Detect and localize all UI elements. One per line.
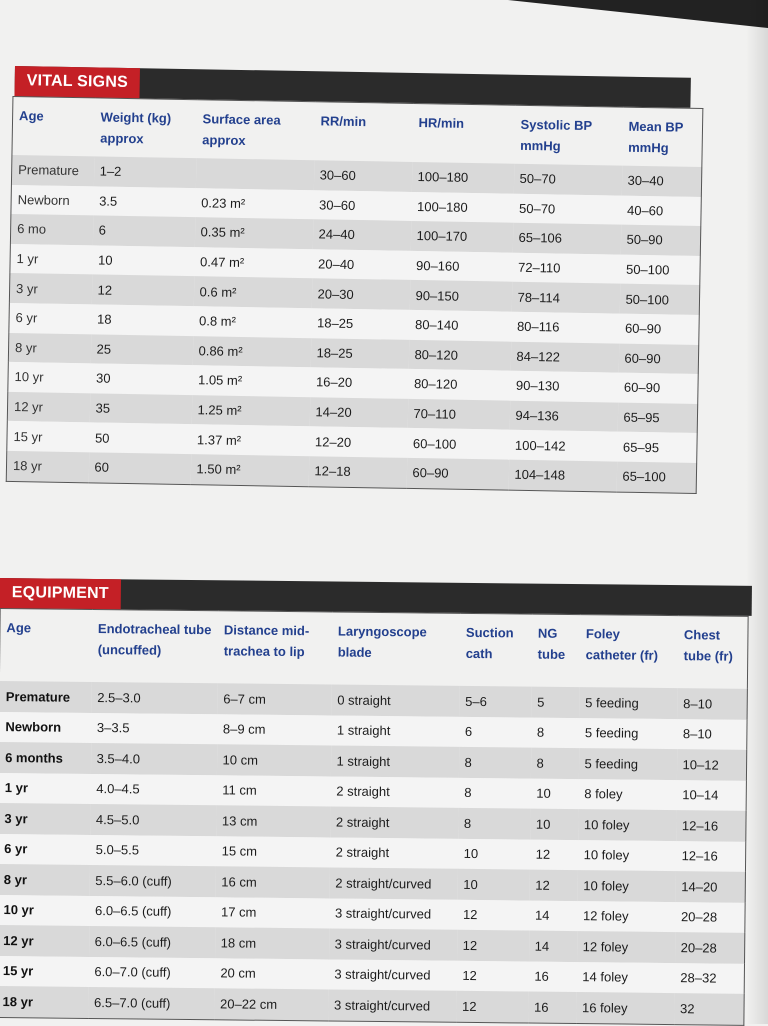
equipment-cell-suction-cath: 8 [464, 785, 472, 801]
vital-cell-weight-kg-approx: 25 [96, 341, 112, 357]
vital-cell-age: Newborn [17, 191, 70, 208]
equipment-cell-ng-tube: 14 [534, 907, 550, 924]
equipment-cell-foley-catheter-fr: 10 foley [583, 816, 630, 833]
vital-cell-surface-area-approx: 1.25 m² [197, 402, 242, 419]
equipment-cell-foley-catheter-fr: 12 foley [582, 938, 629, 955]
vital-cell-rr-min: 18–25 [316, 315, 354, 332]
equipment-cell-ng-tube: 16 [534, 968, 549, 985]
equipment-cell-foley-catheter-fr: 10 foley [583, 877, 629, 894]
equipment-cell-endotracheal-tube-uncuffed: 4.5–5.0 [95, 811, 140, 828]
equipment-cell-laryngoscope-blade: 0 straight [337, 692, 391, 708]
page-edge-dark [508, 0, 768, 28]
equipment-cell-ng-tube: 16 [533, 999, 549, 1015]
vital-cell-rr-min: 24–40 [318, 226, 355, 243]
equipment-cell-chest-tube-fr: 8–10 [683, 695, 713, 712]
equipment-cell-age: 3 yr [4, 810, 28, 827]
vital-cell-systolic-bp-mmhg: 94–136 [515, 407, 559, 424]
equipment-header-row [0, 609, 748, 689]
equipment-cell-laryngoscope-blade: 3 straight/curved [333, 997, 431, 1014]
vital-header-hr-min: HR/min [418, 115, 465, 131]
vital-cell-systolic-bp-mmhg: 104–148 [514, 467, 566, 483]
equipment-cell-distance-mid-trachea-to-lip: 10 cm [222, 752, 259, 768]
equipment-cell-foley-catheter-fr: 14 foley [582, 969, 628, 985]
vital-cell-mean-bp-mmhg: 50–100 [625, 261, 670, 278]
equipment-cell-distance-mid-trachea-to-lip: 16 cm [221, 874, 257, 890]
vital-signs-body [6, 155, 702, 493]
vital-cell-surface-area-approx [195, 158, 313, 190]
equipment-cell-distance-mid-trachea-to-lip: 20–22 cm [219, 996, 278, 1012]
vital-cell-age: 6 yr [15, 310, 38, 326]
vital-cell-weight-kg-approx: 30 [95, 370, 111, 387]
equipment-cell-ng-tube: 10 [536, 785, 551, 802]
vital-cell-rr-min: 12–18 [314, 463, 351, 480]
equipment-cell-chest-tube-fr: 32 [679, 1000, 695, 1017]
equipment-cell-distance-mid-trachea-to-lip: 17 cm [220, 904, 257, 920]
vital-cell-hr-min: 80–120 [414, 346, 459, 363]
equipment-cell-endotracheal-tube-uncuffed: 4.0–4.5 [96, 781, 140, 797]
equipment-cell-endotracheal-tube-uncuffed: 6.0–7.0 (cuff) [94, 964, 171, 981]
equipment-cell-laryngoscope-blade: 3 straight/curved [334, 966, 431, 983]
vital-cell-weight-kg-approx: 50 [94, 430, 110, 446]
equipment-cell-chest-tube-fr: 10–14 [682, 787, 719, 803]
equipment-cell-chest-tube-fr: 12–16 [681, 848, 718, 864]
vital-cell-age: 12 yr [13, 399, 44, 415]
vital-cell-rr-min: 30–60 [319, 167, 356, 184]
equipment-cell-foley-catheter-fr: 10 foley [583, 847, 630, 863]
equipment-cell-chest-tube-fr: 28–32 [680, 970, 717, 986]
vital-cell-mean-bp-mmhg: 40–60 [626, 202, 664, 219]
vital-cell-hr-min: 100–180 [416, 198, 468, 215]
vital-cell-weight-kg-approx: 18 [96, 311, 112, 327]
equipment-cell-ng-tube: 10 [535, 816, 551, 832]
equipment-cell-foley-catheter-fr: 5 feeding [584, 755, 639, 772]
equipment-cell-foley-catheter-fr: 16 foley [581, 999, 628, 1016]
vital-cell-age: 18 yr [12, 458, 43, 474]
vital-cell-systolic-bp-mmhg: 65–106 [518, 230, 563, 247]
equipment-cell-chest-tube-fr: 12–16 [681, 817, 719, 834]
equipment-cell-endotracheal-tube-uncuffed: 3–3.5 [96, 720, 130, 736]
equipment-cell-age: 8 yr [3, 871, 28, 888]
equipment-cell-distance-mid-trachea-to-lip: 6–7 cm [223, 691, 266, 707]
equipment-cell-distance-mid-trachea-to-lip: 11 cm [222, 782, 257, 798]
vital-cell-age: Premature [18, 162, 80, 179]
vital-cell-rr-min: 20–30 [317, 285, 354, 302]
equipment-header-ng-tube: NG tube [537, 625, 566, 662]
vital-cell-weight-kg-approx: 6 [98, 222, 107, 239]
equipment-cell-suction-cath: 10 [463, 846, 479, 862]
equipment-cell-age: 10 yr [3, 902, 34, 918]
equipment-cell-ng-tube: 8 [536, 724, 545, 740]
equipment-cell-endotracheal-tube-uncuffed: 6.0–6.5 (cuff) [94, 933, 172, 950]
equipment-cell-chest-tube-fr: 20–28 [680, 909, 718, 925]
vital-header-surface-area-approx: Surface area approx [202, 111, 281, 149]
equipment-cell-suction-cath: 10 [463, 876, 478, 892]
vital-header-mean-bp-mmhg: Mean BP mmHg [628, 118, 684, 156]
vital-cell-age: 15 yr [13, 428, 43, 445]
vital-header-rr-min: RR/min [320, 113, 367, 130]
vital-cell-age: 8 yr [14, 339, 37, 356]
equipment-cell-foley-catheter-fr: 5 feeding [584, 725, 639, 741]
vital-cell-mean-bp-mmhg: 30–40 [627, 173, 664, 189]
vital-cell-rr-min: 20–40 [317, 256, 355, 273]
vital-header-systolic-bp-mmhg: Systolic BP mmHg [520, 116, 592, 154]
equipment-cell-suction-cath: 8 [464, 754, 472, 770]
equipment-table [0, 608, 749, 1025]
equipment-cell-laryngoscope-blade: 2 straight [335, 844, 390, 861]
vital-cell-rr-min: 12–20 [314, 433, 352, 450]
vital-cell-hr-min: 90–150 [415, 287, 460, 304]
equipment-cell-endotracheal-tube-uncuffed: 2.5–3.0 [97, 689, 141, 706]
vital-cell-weight-kg-approx: 60 [94, 459, 110, 475]
equipment-cell-endotracheal-tube-uncuffed: 6.0–6.5 (cuff) [94, 903, 172, 920]
vital-cell-systolic-bp-mmhg: 72–110 [517, 259, 561, 276]
vital-cell-systolic-bp-mmhg: 50–70 [518, 200, 556, 217]
equipment-cell-laryngoscope-blade: 1 straight [336, 753, 391, 769]
vital-cell-age: 1 yr [16, 251, 39, 267]
vital-cell-mean-bp-mmhg: 60–90 [623, 380, 661, 396]
vital-cell-surface-area-approx: 0.8 m² [198, 313, 237, 330]
vital-cell-weight-kg-approx: 12 [97, 282, 113, 298]
vital-cell-systolic-bp-mmhg: 78–114 [517, 289, 561, 306]
equipment-cell-suction-cath: 12 [461, 998, 477, 1014]
vital-signs-title: VITAL SIGNS [14, 66, 140, 98]
equipment-cell-laryngoscope-blade: 3 straight/curved [334, 936, 431, 953]
equipment-cell-chest-tube-fr: 20–28 [680, 939, 717, 956]
vital-cell-surface-area-approx: 0.35 m² [200, 224, 245, 241]
table-row [0, 986, 744, 1025]
vital-cell-age: 3 yr [15, 280, 38, 297]
vital-cell-systolic-bp-mmhg: 90–130 [515, 378, 560, 395]
equipment-header-endotracheal-tube-uncuffed: Endotracheal tube (uncuffed) [97, 621, 212, 658]
vital-cell-surface-area-approx: 0.23 m² [201, 195, 246, 211]
equipment-header-suction-cath: Suction cath [465, 624, 514, 662]
equipment-cell-endotracheal-tube-uncuffed: 5.5–6.0 (cuff) [95, 872, 172, 889]
equipment-cell-foley-catheter-fr: 8 foley [584, 786, 623, 802]
vital-cell-surface-area-approx: 0.47 m² [199, 254, 245, 271]
vital-cell-weight-kg-approx: 1–2 [99, 163, 122, 180]
equipment-cell-foley-catheter-fr: 12 foley [582, 908, 629, 924]
equipment-cell-age: Newborn [5, 719, 62, 735]
equipment-cell-endotracheal-tube-uncuffed: 3.5–4.0 [96, 750, 141, 767]
vital-cell-mean-bp-mmhg: 50–90 [626, 232, 663, 248]
vital-signs-table [6, 96, 704, 494]
equipment-cell-age: 12 yr [3, 932, 34, 949]
vital-cell-surface-area-approx: 1.50 m² [196, 461, 241, 478]
equipment-cell-distance-mid-trachea-to-lip: 8–9 cm [222, 721, 266, 738]
vital-header-age: Age [19, 108, 44, 124]
equipment-header-distance-mid-trachea-to-lip: Distance mid-trachea to lip [223, 622, 310, 660]
vital-header-weight-kg-approx: Weight (kg) approx [100, 109, 172, 147]
equipment-cell-suction-cath: 6 [464, 724, 473, 740]
equipment-cell-distance-mid-trachea-to-lip: 20 cm [220, 965, 256, 981]
vital-cell-systolic-bp-mmhg: 80–116 [516, 319, 560, 335]
vital-cell-surface-area-approx: 1.05 m² [197, 372, 243, 389]
equipment-title: EQUIPMENT [0, 578, 121, 609]
equipment-cell-foley-catheter-fr: 5 feeding [585, 694, 639, 711]
equipment-cell-laryngoscope-blade: 2 straight [336, 783, 390, 800]
vital-cell-systolic-bp-mmhg: 84–122 [516, 348, 561, 365]
equipment-cell-laryngoscope-blade: 3 straight/curved [334, 905, 432, 922]
vital-cell-hr-min: 100–170 [416, 228, 468, 245]
equipment-cell-distance-mid-trachea-to-lip: 18 cm [220, 935, 257, 951]
equipment-cell-chest-tube-fr: 10–12 [682, 756, 719, 773]
equipment-cell-endotracheal-tube-uncuffed: 6.5–7.0 (cuff) [93, 994, 171, 1011]
equipment-cell-suction-cath: 12 [462, 907, 478, 923]
vital-cell-mean-bp-mmhg: 60–90 [624, 320, 662, 337]
equipment-cell-endotracheal-tube-uncuffed: 5.0–5.5 [95, 842, 140, 858]
equipment-cell-ng-tube: 5 [537, 694, 545, 710]
equipment-header-laryngoscope-blade: Laryngoscope blade [337, 623, 427, 660]
equipment-cell-suction-cath: 8 [463, 815, 472, 831]
vital-cell-weight-kg-approx: 35 [95, 400, 111, 416]
equipment-cell-suction-cath: 12 [462, 937, 478, 953]
equipment-header-age: Age [6, 620, 32, 636]
vital-cell-mean-bp-mmhg: 60–90 [624, 350, 661, 367]
equipment-cell-chest-tube-fr: 8–10 [682, 726, 712, 742]
vital-cell-weight-kg-approx: 3.5 [99, 193, 118, 209]
equipment-cell-age: 18 yr [2, 993, 34, 1010]
equipment-cell-age: 6 yr [4, 841, 28, 857]
equipment-body [0, 681, 747, 1025]
equipment-cell-chest-tube-fr: 14–20 [681, 878, 718, 895]
vital-cell-age: 6 mo [17, 221, 47, 238]
equipment-cell-age: 15 yr [2, 963, 34, 979]
equipment-cell-ng-tube: 12 [535, 877, 550, 893]
equipment-cell-laryngoscope-blade: 2 straight/curved [335, 875, 432, 892]
equipment-cell-distance-mid-trachea-to-lip: 13 cm [221, 813, 258, 829]
equipment-cell-distance-mid-trachea-to-lip: 15 cm [221, 843, 258, 859]
equipment-cell-suction-cath: 12 [462, 968, 477, 984]
equipment-header-foley-catheter-fr: Foley catheter (fr) [585, 626, 659, 663]
equipment-cell-laryngoscope-blade: 2 straight [335, 814, 390, 830]
vital-cell-hr-min: 100–180 [417, 169, 469, 186]
vital-cell-hr-min: 80–140 [414, 317, 459, 334]
equipment-cell-ng-tube: 8 [536, 755, 544, 771]
vital-signs-section [0, 66, 768, 495]
vital-cell-hr-min: 60–90 [412, 465, 449, 481]
vital-cell-rr-min: 30–60 [318, 197, 356, 213]
equipment-cell-age: 1 yr [4, 780, 29, 796]
vital-cell-systolic-bp-mmhg: 100–142 [514, 437, 566, 454]
vital-cell-mean-bp-mmhg: 65–100 [622, 468, 666, 485]
equipment-cell-suction-cath: 5–6 [465, 693, 488, 709]
vital-cell-rr-min: 16–20 [315, 374, 353, 391]
equipment-cell-ng-tube: 14 [534, 938, 550, 954]
vital-cell-rr-min: 18–25 [316, 345, 353, 361]
vital-cell-weight-kg-approx: 10 [97, 252, 113, 268]
vital-cell-hr-min: 60–100 [412, 435, 457, 452]
equipment-header-chest-tube-fr: Chest tube (fr) [683, 627, 733, 664]
equipment-cell-laryngoscope-blade: 1 straight [336, 722, 391, 739]
equipment-cell-ng-tube: 12 [535, 846, 551, 863]
vital-cell-mean-bp-mmhg: 50–100 [625, 291, 670, 308]
vital-cell-surface-area-approx: 0.6 m² [199, 283, 237, 300]
equipment-section [0, 578, 768, 1026]
vital-cell-rr-min: 14–20 [315, 404, 352, 420]
vital-cell-hr-min: 80–120 [413, 376, 458, 393]
equipment-cell-age: Premature [5, 688, 71, 705]
vital-cell-hr-min: 70–110 [413, 406, 457, 422]
vital-cell-hr-min: 90–160 [415, 258, 460, 274]
vital-cell-age: 10 yr [14, 369, 44, 385]
vital-cell-mean-bp-mmhg: 65–95 [623, 409, 660, 426]
vital-cell-systolic-bp-mmhg: 50–70 [519, 171, 556, 187]
vital-cell-surface-area-approx: 0.86 m² [198, 343, 243, 359]
vital-cell-mean-bp-mmhg: 65–95 [622, 439, 660, 455]
vital-cell-surface-area-approx: 1.37 m² [196, 431, 242, 448]
equipment-cell-age: 6 months [5, 749, 63, 766]
